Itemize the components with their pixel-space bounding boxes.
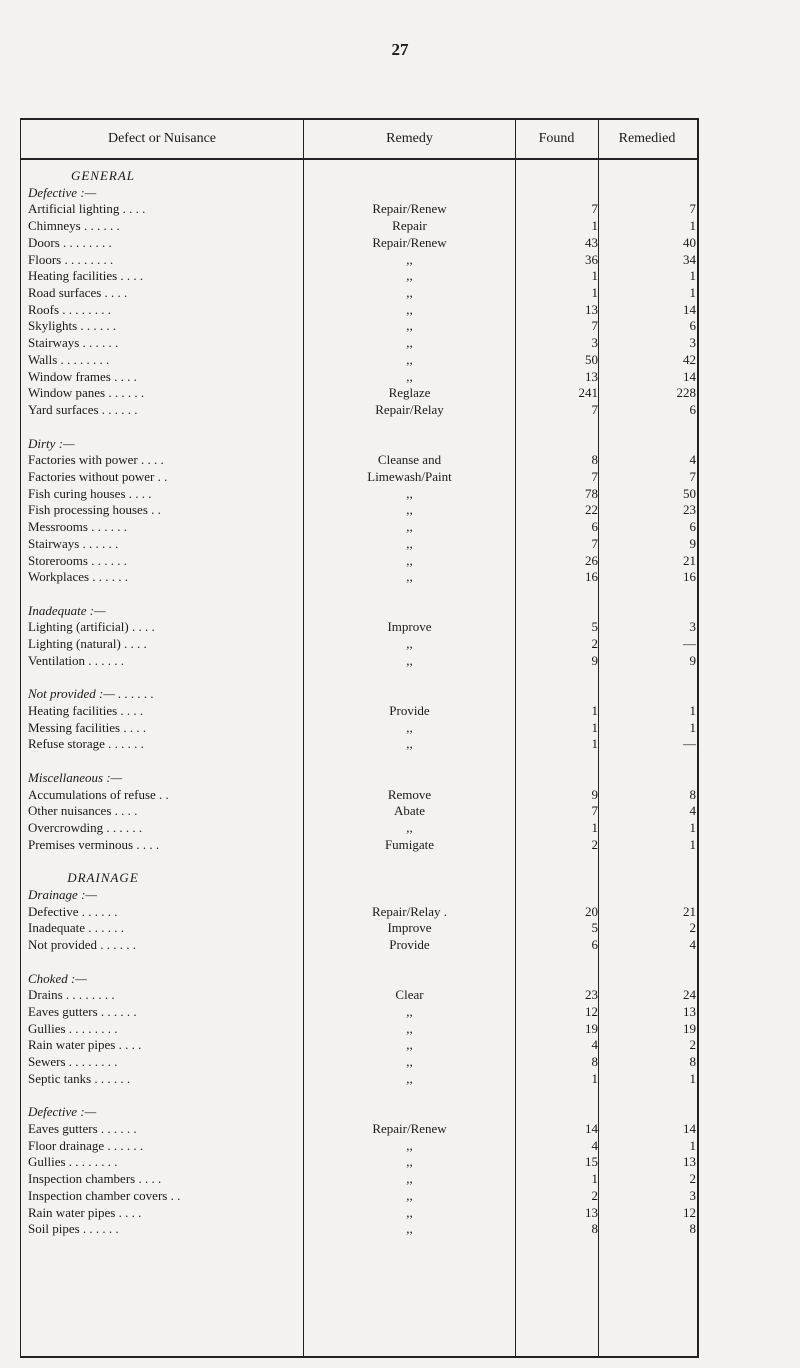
remedy-cell: ,, <box>406 502 413 518</box>
section-heading: GENERAL <box>70 168 136 183</box>
table-row <box>21 787 697 803</box>
remedied-cell: 24 <box>683 987 696 1003</box>
table-row <box>21 837 697 853</box>
found-cell: 3 <box>591 335 598 351</box>
defect-cell: Refuse storage . . . . . . <box>28 736 144 752</box>
table-row <box>21 636 697 652</box>
table-row <box>21 1188 697 1204</box>
defect-cell: Fish processing houses . . <box>28 502 161 518</box>
table-row <box>21 1121 697 1137</box>
defect-cell: Gullies . . . . . . . . <box>28 1154 118 1170</box>
remedied-cell: 8 <box>689 786 696 802</box>
table-row <box>21 252 697 268</box>
remedy-cell: ,, <box>406 485 413 501</box>
remedied-cell: 1 <box>689 703 696 719</box>
defect-cell: Eaves gutters . . . . . . <box>28 1121 137 1137</box>
found-cell: 7 <box>591 402 598 418</box>
found-cell: 7 <box>591 803 598 819</box>
remedy-cell: Improve <box>387 920 432 936</box>
remedy-cell: ,, <box>406 519 413 535</box>
found-cell: 19 <box>585 1020 598 1036</box>
found-cell: 2 <box>591 1187 598 1203</box>
category-subheading: Not provided :— . . . . . . <box>28 686 154 702</box>
defect-cell: Factories without power . . <box>28 468 168 484</box>
remedy-cell: ,, <box>406 301 413 317</box>
remedy-cell: ,, <box>406 285 413 301</box>
header-remedied: Remedied <box>618 131 676 146</box>
remedied-cell: 13 <box>683 1154 696 1170</box>
remedy-cell: Clear <box>395 987 424 1003</box>
remedy-cell: ,, <box>406 1221 413 1237</box>
remedied-cell: 1 <box>689 719 696 735</box>
table-row <box>21 736 697 752</box>
defect-cell: Fish curing houses . . . . <box>28 485 152 501</box>
found-cell: 4 <box>591 1037 598 1053</box>
table-row <box>21 302 697 318</box>
remedy-cell: Cleanse and <box>377 452 442 468</box>
category-subheading: Miscellaneous :— <box>28 769 123 785</box>
remedied-cell: 1 <box>689 218 696 234</box>
remedy-cell: Limewash/Paint <box>367 468 452 484</box>
remedied-cell: 1 <box>689 1070 696 1086</box>
defect-cell: Roofs . . . . . . . . <box>28 301 112 317</box>
defect-cell: Stairways . . . . . . <box>28 335 119 351</box>
found-cell: 23 <box>585 987 598 1003</box>
defect-cell: Skylights . . . . . . <box>28 318 117 334</box>
remedied-cell: 8 <box>689 1054 696 1070</box>
remedy-cell: ,, <box>406 268 413 284</box>
remedied-cell: 14 <box>683 1121 696 1137</box>
remedy-cell: ,, <box>406 736 413 752</box>
defect-cell: Rain water pipes . . . . <box>28 1037 142 1053</box>
remedied-cell: 228 <box>676 385 696 401</box>
remedied-cell: 3 <box>689 335 696 351</box>
defect-cell: Defective . . . . . . <box>28 903 118 919</box>
found-cell: 22 <box>585 502 598 518</box>
remedy-cell: ,, <box>406 1204 413 1220</box>
category-subheading: Inadequate :— <box>28 602 106 618</box>
remedy-cell: Repair/Renew <box>372 1121 447 1137</box>
found-cell: 1 <box>591 1070 598 1086</box>
found-cell: 78 <box>585 485 598 501</box>
found-cell: 4 <box>591 1137 598 1153</box>
found-cell: 13 <box>585 1204 598 1220</box>
defect-cell: Artificial lighting . . . . <box>28 201 146 217</box>
found-cell: 7 <box>591 468 598 484</box>
defect-cell: Accumulations of refuse . . <box>28 786 169 802</box>
remedied-cell: 4 <box>689 803 696 819</box>
defect-cell: Eaves gutters . . . . . . <box>28 1004 137 1019</box>
found-cell: 5 <box>591 920 598 936</box>
found-cell: 7 <box>591 201 598 217</box>
remedy-cell: Repair <box>392 218 427 234</box>
found-cell: 1 <box>591 703 598 719</box>
remedy-cell: Repair/Relay . <box>371 903 448 919</box>
section-heading-row <box>21 870 697 886</box>
table-row <box>21 235 697 251</box>
remedied-cell: 4 <box>689 452 696 468</box>
remedy-cell: Reglaze <box>388 385 431 401</box>
remedied-cell: 19 <box>683 1020 696 1036</box>
table-row <box>21 553 697 569</box>
defect-cell: Floor drainage . . . . . . <box>28 1137 144 1153</box>
remedied-cell: — <box>683 736 696 752</box>
remedy-cell: Repair/Renew <box>372 201 447 217</box>
defect-cell: Inspection chambers . . . . <box>28 1171 162 1187</box>
defect-cell: Walls . . . . . . . . <box>28 351 110 367</box>
subheading-row <box>21 185 697 201</box>
found-cell: 1 <box>591 268 598 284</box>
remedy-cell: Provide <box>389 937 430 953</box>
found-cell: 8 <box>591 1054 598 1070</box>
defect-cell: Factories with power . . . . <box>28 452 164 468</box>
remedied-cell: 21 <box>683 903 696 919</box>
remedy-cell: ,, <box>406 1137 413 1153</box>
defect-cell: Not provided . . . . . . <box>28 937 136 953</box>
found-cell: 1 <box>591 736 598 752</box>
table-row <box>21 1054 697 1070</box>
table-row <box>21 502 697 518</box>
remedied-cell: 13 <box>683 1004 696 1019</box>
defect-cell: Yard surfaces . . . . . . <box>28 402 138 418</box>
defect-cell: Window panes . . . . . . <box>28 385 145 401</box>
table-row <box>21 803 697 819</box>
header-found: Found <box>538 131 575 146</box>
remedied-cell: 7 <box>689 468 696 484</box>
table-row <box>21 820 697 836</box>
remedy-cell: ,, <box>406 820 413 836</box>
table-row <box>21 402 697 418</box>
subheading-row <box>21 971 697 987</box>
remedied-cell: 14 <box>683 301 696 317</box>
found-cell: 16 <box>585 569 598 585</box>
remedied-cell: 4 <box>689 937 696 953</box>
table-row <box>21 335 697 351</box>
page-number: 27 <box>391 40 409 59</box>
table-row <box>21 201 697 217</box>
nuisance-table <box>20 118 699 1358</box>
remedy-cell: Fumigate <box>384 836 435 852</box>
found-cell: 43 <box>585 234 598 250</box>
found-cell: 20 <box>585 903 598 919</box>
found-cell: 1 <box>591 820 598 836</box>
table-row <box>21 486 697 502</box>
header-rule <box>21 158 697 160</box>
remedy-cell: Repair/Relay <box>375 402 444 418</box>
header-defect: Defect or Nuisance <box>107 131 217 146</box>
defect-cell: Floors . . . . . . . . <box>28 251 114 267</box>
remedied-cell: 2 <box>689 1171 696 1187</box>
remedy-cell: ,, <box>406 368 413 384</box>
defect-cell: Overcrowding . . . . . . <box>28 820 143 836</box>
defect-cell: Lighting (artificial) . . . . <box>28 619 155 635</box>
subheading-row <box>21 686 697 702</box>
table-row <box>21 285 697 301</box>
remedy-cell: Improve <box>387 619 432 635</box>
table-row <box>21 1071 697 1087</box>
remedied-cell: 6 <box>689 318 696 334</box>
table-row <box>21 937 697 953</box>
remedy-cell: ,, <box>406 1171 413 1187</box>
found-cell: 2 <box>591 836 598 852</box>
table-row <box>21 1037 697 1053</box>
defect-cell: Workplaces . . . . . . <box>28 569 129 585</box>
defect-cell: Inspection chamber covers . . <box>28 1187 181 1203</box>
remedied-cell: 42 <box>683 351 696 367</box>
remedied-cell: 6 <box>689 402 696 418</box>
remedied-cell: 23 <box>683 502 696 518</box>
found-cell: 1 <box>591 218 598 234</box>
table-row <box>21 536 697 552</box>
remedied-cell: 3 <box>689 619 696 635</box>
remedied-cell: 21 <box>683 552 696 568</box>
remedy-cell: ,, <box>406 719 413 735</box>
found-cell: 7 <box>591 318 598 334</box>
table-row <box>21 1021 697 1037</box>
table-row <box>21 1154 697 1170</box>
defect-cell: Inadequate . . . . . . <box>28 920 125 936</box>
found-cell: 1 <box>591 719 598 735</box>
remedied-cell: 34 <box>683 251 696 267</box>
found-cell: 50 <box>585 351 598 367</box>
remedied-cell: 1 <box>689 836 696 852</box>
remedied-cell: 1 <box>689 1137 696 1153</box>
remedy-cell: Abate <box>393 803 426 819</box>
remedied-cell: — <box>683 636 696 652</box>
section-heading-row <box>21 168 697 184</box>
found-cell: 241 <box>578 385 598 401</box>
table-row <box>21 1205 697 1221</box>
table-row <box>21 703 697 719</box>
remedy-cell: ,, <box>406 552 413 568</box>
found-cell: 7 <box>591 535 598 551</box>
table-row <box>21 904 697 920</box>
remedy-cell: ,, <box>406 1070 413 1086</box>
defect-cell: Doors . . . . . . . . <box>28 234 112 250</box>
table-row <box>21 920 697 936</box>
remedied-cell: 9 <box>689 535 696 551</box>
defect-cell: Sewers . . . . . . . . <box>28 1054 118 1070</box>
remedy-cell: ,, <box>406 251 413 267</box>
defect-cell: Heating facilities . . . . <box>28 703 144 719</box>
remedy-cell: ,, <box>406 535 413 551</box>
defect-cell: Lighting (natural) . . . . <box>28 636 147 652</box>
found-cell: 9 <box>591 652 598 668</box>
remedy-cell: Remove <box>387 786 432 802</box>
table-row <box>21 318 697 334</box>
defect-cell: Rain water pipes . . . . <box>28 1204 142 1220</box>
remedy-cell: Provide <box>389 703 430 719</box>
category-subheading: Drainage :— <box>28 886 97 902</box>
found-cell: 8 <box>591 452 598 468</box>
remedied-cell: 50 <box>683 485 696 501</box>
defect-cell: Other nuisances . . . . <box>28 803 138 819</box>
defect-cell: Soil pipes . . . . . . <box>28 1221 119 1237</box>
remedy-cell: ,, <box>406 1020 413 1036</box>
found-cell: 13 <box>585 368 598 384</box>
remedied-cell: 1 <box>689 268 696 284</box>
remedied-cell: 7 <box>689 201 696 217</box>
remedy-cell: ,, <box>406 1154 413 1170</box>
category-subheading: Defective :— <box>28 1104 97 1120</box>
remedied-cell: 16 <box>683 569 696 585</box>
remedied-cell: 14 <box>683 368 696 384</box>
table-row <box>21 352 697 368</box>
remedied-cell: 9 <box>689 652 696 668</box>
remedy-cell: ,, <box>406 1004 413 1019</box>
table-row <box>21 1138 697 1154</box>
subheading-row <box>21 436 697 452</box>
header-remedy: Remedy <box>386 131 433 146</box>
defect-cell: Window frames . . . . <box>28 368 137 384</box>
defect-cell: Premises verminous . . . . <box>28 836 160 852</box>
found-cell: 12 <box>585 1004 598 1019</box>
table-row <box>21 1171 697 1187</box>
remedied-cell: 40 <box>683 234 696 250</box>
defect-cell: Drains . . . . . . . . <box>28 987 115 1003</box>
table-row <box>21 1221 697 1237</box>
remedied-cell: 2 <box>689 920 696 936</box>
found-cell: 26 <box>585 552 598 568</box>
table-row <box>21 653 697 669</box>
category-subheading: Defective :— <box>28 184 97 200</box>
remedied-cell: 6 <box>689 519 696 535</box>
found-cell: 36 <box>585 251 598 267</box>
remedy-cell: ,, <box>406 636 413 652</box>
defect-cell: Septic tanks . . . . . . <box>28 1070 131 1086</box>
found-cell: 6 <box>591 519 598 535</box>
remedy-cell: ,, <box>406 318 413 334</box>
section-heading: DRAINAGE <box>67 870 139 886</box>
table-row <box>21 469 697 485</box>
found-cell: 14 <box>585 1121 598 1137</box>
subheading-row <box>21 887 697 903</box>
defect-cell: Chimneys . . . . . . <box>28 218 120 234</box>
defect-cell: Road surfaces . . . . <box>28 285 128 301</box>
table-row <box>21 218 697 234</box>
found-cell: 9 <box>591 786 598 802</box>
found-cell: 5 <box>591 619 598 635</box>
table-row <box>21 452 697 468</box>
table-row <box>21 519 697 535</box>
found-cell: 6 <box>591 937 598 953</box>
defect-cell: Stairways . . . . . . <box>28 535 119 551</box>
defect-cell: Messing facilities . . . . <box>28 719 147 735</box>
defect-cell: Storerooms . . . . . . <box>28 552 127 568</box>
found-cell: 8 <box>591 1221 598 1237</box>
found-cell: 2 <box>591 636 598 652</box>
defect-cell: Messrooms . . . . . . <box>28 519 127 535</box>
remedy-cell: ,, <box>406 569 413 585</box>
defect-cell: Ventilation . . . . . . <box>28 652 125 668</box>
table-row <box>21 720 697 736</box>
remedy-cell: ,, <box>406 335 413 351</box>
table-row <box>21 385 697 401</box>
found-cell: 13 <box>585 301 598 317</box>
table-row <box>21 268 697 284</box>
found-cell: 15 <box>585 1154 598 1170</box>
category-subheading: Choked :— <box>28 970 87 986</box>
subheading-row <box>21 770 697 786</box>
remedied-cell: 2 <box>689 1037 696 1053</box>
found-cell: 1 <box>591 285 598 301</box>
remedied-cell: 12 <box>683 1204 696 1220</box>
remedied-cell: 3 <box>689 1187 696 1203</box>
subheading-row <box>21 1104 697 1120</box>
table-row <box>21 1004 697 1020</box>
remedied-cell: 1 <box>689 820 696 836</box>
subheading-row <box>21 603 697 619</box>
remedied-cell: 1 <box>689 285 696 301</box>
remedied-cell: 8 <box>689 1221 696 1237</box>
remedy-cell: ,, <box>406 652 413 668</box>
found-cell: 1 <box>591 1171 598 1187</box>
table-row <box>21 369 697 385</box>
category-subheading: Dirty :— <box>28 435 75 451</box>
table-row <box>21 987 697 1003</box>
remedy-cell: ,, <box>406 1054 413 1070</box>
remedy-cell: ,, <box>406 1037 413 1053</box>
table-row <box>21 619 697 635</box>
defect-cell: Heating facilities . . . . <box>28 268 144 284</box>
remedy-cell: ,, <box>406 1187 413 1203</box>
remedy-cell: ,, <box>406 351 413 367</box>
defect-cell: Gullies . . . . . . . . <box>28 1020 118 1036</box>
remedy-cell: Repair/Renew <box>372 234 447 250</box>
table-row <box>21 569 697 585</box>
